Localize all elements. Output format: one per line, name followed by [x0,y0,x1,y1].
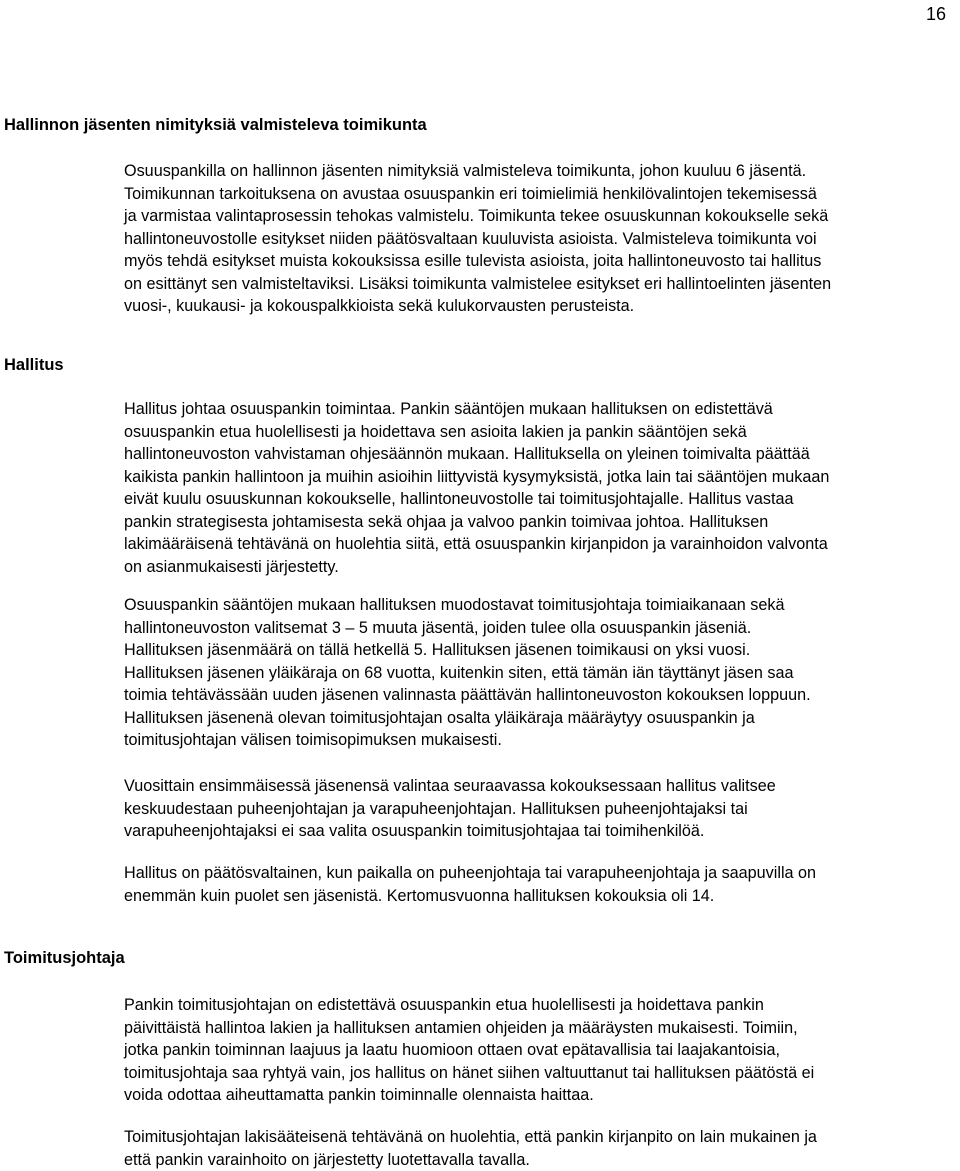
text-line: Hallituksen jäsenenä olevan toimitusjohtajan osalta yläikäraja määräytyy osuuspankin ja [124,707,944,730]
text-line: voida odottaa aiheuttamatta pankin toiminnalle olennaista haittaa. [124,1084,944,1107]
text-line: toimitusjohtaja saa ryhtyä vain, jos hallitus on hänet siihen valtuuttanut tai hallituksen päätöstä ei [124,1062,944,1085]
text-line: hallintoneuvoston vahvistaman ohjesäännön mukaan. Hallituksella on yleinen toimivalta päättää [124,443,944,466]
text-line: on esittänyt sen valmisteltaviksi. Lisäksi toimikunta valmistelee esitykset eri hallintoelinten jäsenten [124,273,944,296]
text-line: Hallitus johtaa osuuspankin toimintaa. Pankin sääntöjen mukaan hallituksen on edistettävä [124,398,944,421]
page-number: 16 [926,4,946,25]
paragraph [124,775,944,843]
text-line: Toimitusjohtajan lakisääteisenä tehtävänä on huolehtia, että pankin kirjanpito on lain mukainen ja [124,1126,944,1149]
text-line: on asianmukaisesti järjestetty. [124,556,944,579]
paragraph [124,160,944,318]
text-line: toimitusjohtajan välisen toimisopimuksen mukaisesti. [124,729,944,752]
text-line: Pankin toimitusjohtajan on edistettävä osuuspankin etua huolellisesti ja hoidettava pankin [124,994,944,1017]
text-line: Toimikunnan tarkoituksena on avustaa osuuspankin eri toimielimiä henkilövalintojen tekemisessä [124,183,944,206]
text-line: kaikista pankin hallintoon ja muihin asioihin liittyvistä kysymyksistä, jotka lain tai sääntöjen mukaan [124,466,944,489]
text-line: enemmän kuin puolet sen jäsenistä. Kertomusvuonna hallituksen kokouksia oli 14. [124,885,944,908]
text-line: hallintoneuvostolle esitykset niiden päätösvaltaan kuuluvista asioista. Valmisteleva toimikunta voi [124,228,944,251]
text-line: pankin strategisesta johtamisesta sekä ohjaa ja valvoo pankin toimivaa johtoa. Hallituksen [124,511,944,534]
text-line: Hallitus on päätösvaltainen, kun paikalla on puheenjohtaja tai varapuheenjohtaja ja saapuvilla on [124,862,944,885]
paragraph [124,1126,944,1171]
text-line: että pankin varainhoito on järjestetty luotettavalla tavalla. [124,1149,944,1171]
paragraph [124,398,944,578]
text-line: eivät kuulu osuuskunnan kokoukselle, hallintoneuvostolle tai toimitusjohtajalle. Hallitus vastaa [124,488,944,511]
paragraph [124,994,944,1107]
section-heading-hallitus: Hallitus [4,356,64,375]
text-line: hallintoneuvoston valitsemat 3 – 5 muuta jäsentä, joiden tulee olla osuuspankin jäseniä. [124,617,944,640]
text-line: Vuosittain ensimmäisessä jäsenensä valintaa seuraavassa kokouksessaan hallitus valitsee [124,775,944,798]
paragraph [124,862,944,907]
text-line: toimia tehtävässään uuden jäsenen valinnasta päättävän hallintoneuvoston kokouksen loppuun. [124,684,944,707]
paragraph [124,594,944,752]
text-line: varapuheenjohtajaksi ei saa valita osuuspankin toimitusjohtajaa tai toimihenkilöä. [124,820,944,843]
text-line: keskuudestaan puheenjohtajan ja varapuheenjohtajan. Hallituksen puheenjohtajaksi tai [124,798,944,821]
text-line: Osuuspankilla on hallinnon jäsenten nimityksiä valmisteleva toimikunta, johon kuuluu 6 jäsentä. [124,160,944,183]
text-line: päivittäistä hallintoa lakien ja hallituksen antamien ohjeiden ja määräysten mukaisesti. Toimiin, [124,1017,944,1040]
section-heading-nimitystoimikunta: Hallinnon jäsenten nimityksiä valmisteleva toimikunta [4,116,427,135]
text-line: osuuspankin etua huolellisesti ja hoidettava sen asioita lakien ja pankin sääntöjen sekä [124,421,944,444]
section-heading-toimitusjohtaja: Toimitusjohtaja [4,949,125,968]
text-line: lakimääräisenä tehtävänä on huolehtia siitä, että osuuspankin kirjanpidon ja varainhoidon valvonta [124,533,944,556]
text-line: ja varmistaa valintaprosessin tehokas valmistelu. Toimikunta tekee osuuskunnan kokoukselle sekä [124,205,944,228]
text-line: Hallituksen jäsenen yläikäraja on 68 vuotta, kuitenkin siten, että tämän iän täyttänyt jäsen saa [124,662,944,685]
text-line: Hallituksen jäsenmäärä on tällä hetkellä 5. Hallituksen jäsenen toimikausi on yksi vuosi. [124,639,944,662]
text-line: vuosi-, kuukausi- ja kokouspalkkioista sekä kulukorvausten perusteista. [124,295,944,318]
text-line: Osuuspankin sääntöjen mukaan hallituksen muodostavat toimitusjohtaja toimiaikanaan sekä [124,594,944,617]
text-line: myös tehdä esitykset muista kokouksissa esille tulevista asioista, joita hallintoneuvosto tai hallitus [124,250,944,273]
text-line: jotka pankin toiminnan laajuus ja laatu huomioon ottaen ovat epätavallisia tai laajakantoisia, [124,1039,944,1062]
